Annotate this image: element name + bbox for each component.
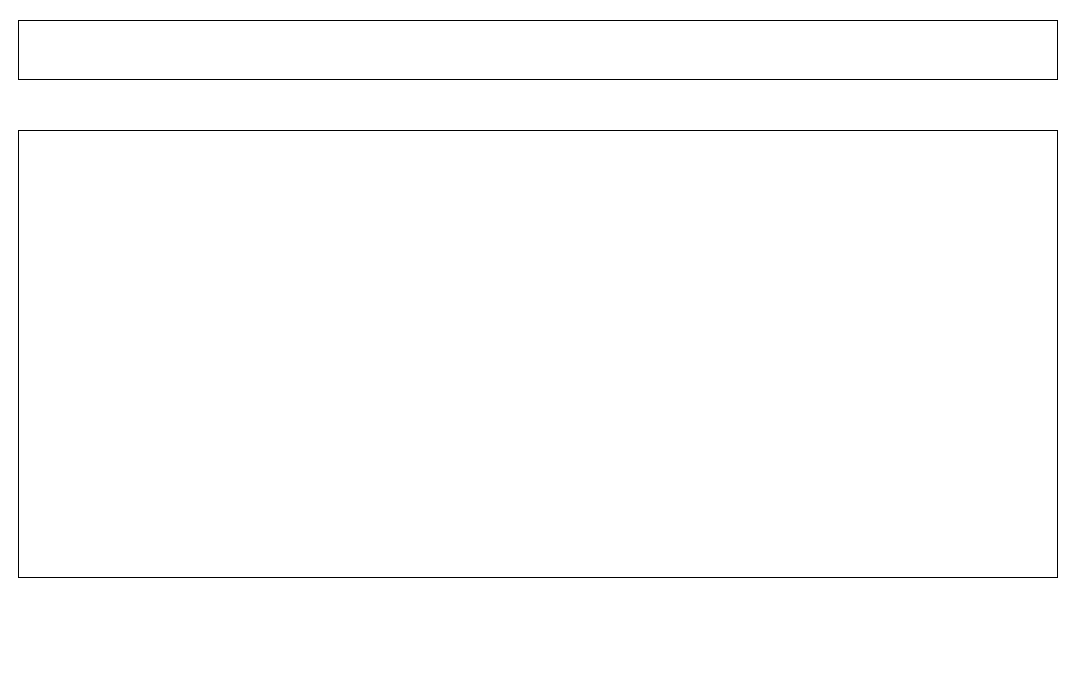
document-title <box>18 2 34 12</box>
plants-table <box>18 130 1058 578</box>
table-header <box>18 20 1058 80</box>
